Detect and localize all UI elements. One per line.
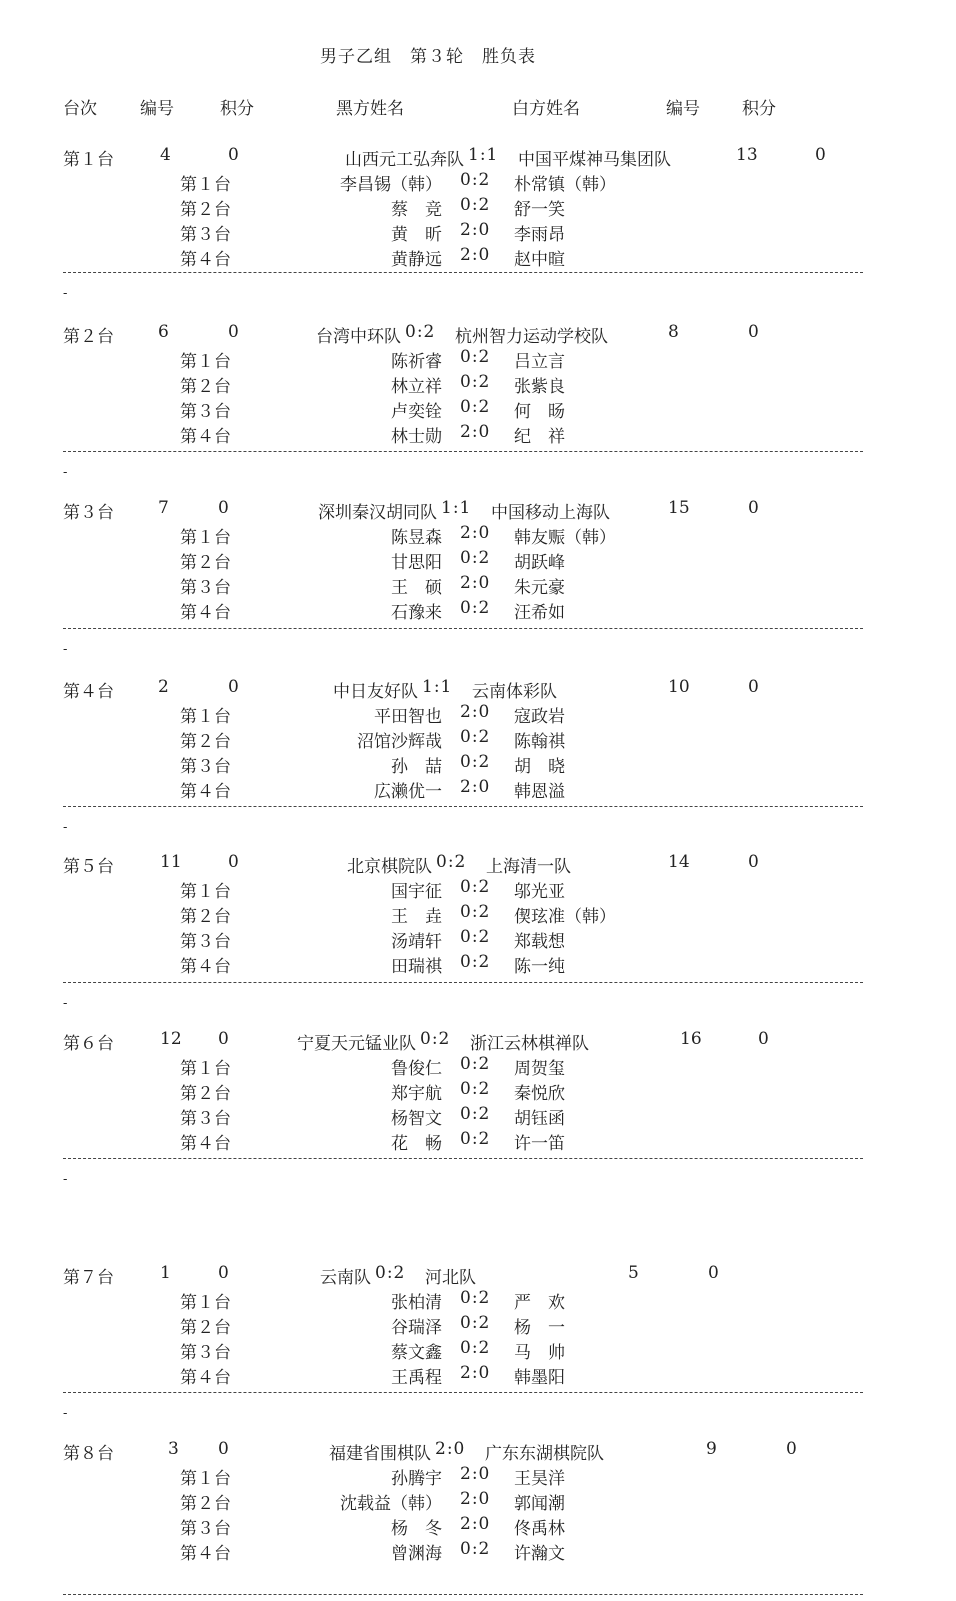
board-result-row xyxy=(0,1313,956,1337)
match-section xyxy=(0,1263,956,1393)
board-label: 第３台 xyxy=(180,402,231,422)
white-team-name: 中国平煤神马集团队 xyxy=(518,150,671,170)
black-player-name: 国宇征 xyxy=(391,882,442,902)
board-result-row xyxy=(0,1464,956,1488)
board-score: 2:0 xyxy=(460,1514,491,1534)
board-result-row xyxy=(0,777,956,801)
board-score: 0:2 xyxy=(460,877,491,897)
header-pts-white: 积分 xyxy=(742,99,776,119)
section-divider xyxy=(63,1158,863,1159)
black-player-name: 郑宇航 xyxy=(391,1084,442,1104)
board-result-row xyxy=(0,752,956,776)
white-team-points: 0 xyxy=(748,498,759,518)
black-team-name: 山西元工弘奔队 xyxy=(345,150,464,170)
black-team-name: 北京棋院队 xyxy=(347,857,432,877)
black-team-points: 0 xyxy=(228,852,239,872)
white-team-number: 8 xyxy=(668,322,679,342)
board-label: 第２台 xyxy=(180,1084,231,1104)
board-result-row xyxy=(0,1489,956,1513)
board-label: 第４台 xyxy=(180,250,231,270)
team-score: 0:2 xyxy=(405,322,436,342)
board-score: 0:2 xyxy=(460,727,491,747)
board-label: 第１台 xyxy=(180,352,231,372)
board-label: 第１台 xyxy=(180,1469,231,1489)
black-player-name: 広濑优一 xyxy=(374,782,442,802)
white-team-name: 河北队 xyxy=(425,1268,476,1288)
black-player-name: 平田智也 xyxy=(374,707,442,727)
white-team-number: 15 xyxy=(668,498,690,518)
board-result-row xyxy=(0,1338,956,1362)
divider-tail: - xyxy=(63,465,68,480)
black-player-name: 王 硕 xyxy=(391,578,442,598)
black-player-name: 沼馆沙辉哉 xyxy=(357,732,442,752)
team-match-row xyxy=(0,852,956,876)
board-score: 0:2 xyxy=(460,1079,491,1099)
team-score: 1:1 xyxy=(468,145,499,165)
board-label: 第３台 xyxy=(180,757,231,777)
white-team-points: 0 xyxy=(708,1263,719,1283)
board-result-row xyxy=(0,1288,956,1312)
white-team-points: 0 xyxy=(748,677,759,697)
black-player-name: 杨 冬 xyxy=(391,1519,442,1539)
black-player-name: 甘思阳 xyxy=(391,553,442,573)
black-player-name: 张柏清 xyxy=(391,1293,442,1313)
board-label: 第４台 xyxy=(180,1368,231,1388)
white-team-points: 0 xyxy=(815,145,826,165)
white-player-name: 赵中暄 xyxy=(514,250,565,270)
white-team-name: 上海清一队 xyxy=(486,857,571,877)
white-player-name: 许一笛 xyxy=(514,1134,565,1154)
board-result-row xyxy=(0,170,956,194)
board-label: 第４台 xyxy=(180,603,231,623)
white-player-name: 何 旸 xyxy=(514,402,565,422)
page-title: 男子乙组 第３轮 胜负表 xyxy=(320,47,536,67)
team-match-row xyxy=(0,498,956,522)
match-section xyxy=(0,322,956,452)
white-player-name: 邬光亚 xyxy=(514,882,565,902)
black-team-number: 12 xyxy=(160,1029,182,1049)
board-result-row xyxy=(0,952,956,976)
black-team-points: 0 xyxy=(228,145,239,165)
white-player-name: 汪希如 xyxy=(514,603,565,623)
team-match-row xyxy=(0,677,956,701)
team-score: 0:2 xyxy=(375,1263,406,1283)
board-result-row xyxy=(0,1539,956,1563)
black-player-name: 王 垚 xyxy=(391,907,442,927)
board-result-row xyxy=(0,927,956,951)
white-player-name: 秦悦欣 xyxy=(514,1084,565,1104)
board-label: 第３台 xyxy=(180,932,231,952)
table-label: 第６台 xyxy=(63,1034,114,1054)
board-score: 0:2 xyxy=(460,397,491,417)
black-player-name: 石豫来 xyxy=(391,603,442,623)
white-team-points: 0 xyxy=(758,1029,769,1049)
white-team-number: 5 xyxy=(628,1263,639,1283)
white-player-name: 朴常镇（韩） xyxy=(514,175,616,195)
black-team-number: 1 xyxy=(160,1263,171,1283)
board-score: 0:2 xyxy=(460,548,491,568)
black-player-name: 蔡 竞 xyxy=(391,200,442,220)
board-score: 0:2 xyxy=(460,1129,491,1149)
table-label: 第１台 xyxy=(63,150,114,170)
board-label: 第３台 xyxy=(180,578,231,598)
team-score: 1:1 xyxy=(441,498,472,518)
white-player-name: 胡跃峰 xyxy=(514,553,565,573)
header-white-name: 白方姓名 xyxy=(512,99,580,119)
board-result-row xyxy=(0,523,956,547)
black-player-name: 孙 喆 xyxy=(391,757,442,777)
white-player-name: 张紫良 xyxy=(514,377,565,397)
black-team-name: 台湾中环队 xyxy=(316,327,401,347)
board-label: 第２台 xyxy=(180,907,231,927)
white-team-points: 0 xyxy=(748,852,759,872)
divider-tail: - xyxy=(63,642,68,657)
table-label: 第８台 xyxy=(63,1444,114,1464)
board-result-row xyxy=(0,1104,956,1128)
board-score: 0:2 xyxy=(460,1338,491,1358)
header-num-black: 编号 xyxy=(140,99,174,119)
black-team-points: 0 xyxy=(218,1029,229,1049)
black-team-number: 7 xyxy=(158,498,169,518)
board-label: 第４台 xyxy=(180,1134,231,1154)
match-section xyxy=(0,1439,956,1569)
board-result-row xyxy=(0,1514,956,1538)
black-player-name: 林士勋 xyxy=(391,427,442,447)
board-result-row xyxy=(0,902,956,926)
team-score: 1:1 xyxy=(422,677,453,697)
table-label: 第３台 xyxy=(63,503,114,523)
table-label: 第５台 xyxy=(63,857,114,877)
board-label: 第２台 xyxy=(180,732,231,752)
white-player-name: 陈翰祺 xyxy=(514,732,565,752)
black-team-name: 福建省围棋队 xyxy=(329,1444,431,1464)
board-label: 第１台 xyxy=(180,528,231,548)
black-team-points: 0 xyxy=(218,498,229,518)
black-player-name: 陈昱森 xyxy=(391,528,442,548)
board-result-row xyxy=(0,422,956,446)
black-player-name: 黄 昕 xyxy=(391,225,442,245)
white-player-name: 杨 一 xyxy=(514,1318,565,1338)
section-divider xyxy=(63,806,863,807)
white-team-number: 9 xyxy=(706,1439,717,1459)
board-score: 0:2 xyxy=(460,927,491,947)
board-score: 0:2 xyxy=(460,372,491,392)
board-result-row xyxy=(0,1129,956,1153)
board-result-row xyxy=(0,573,956,597)
board-result-row xyxy=(0,347,956,371)
board-score: 0:2 xyxy=(460,1288,491,1308)
board-label: 第３台 xyxy=(180,1343,231,1363)
white-player-name: 舒一笑 xyxy=(514,200,565,220)
board-score: 2:0 xyxy=(460,1489,491,1509)
black-team-number: 2 xyxy=(158,677,169,697)
white-team-number: 13 xyxy=(736,145,758,165)
board-score: 2:0 xyxy=(460,573,491,593)
header-table: 台次 xyxy=(63,99,97,119)
board-result-row xyxy=(0,245,956,269)
board-result-row xyxy=(0,220,956,244)
board-label: 第１台 xyxy=(180,707,231,727)
board-result-row xyxy=(0,548,956,572)
match-section xyxy=(0,677,956,807)
black-player-name: 蔡文鑫 xyxy=(391,1343,442,1363)
black-player-name: 曾渊海 xyxy=(391,1544,442,1564)
black-team-points: 0 xyxy=(228,322,239,342)
white-team-points: 0 xyxy=(748,322,759,342)
white-player-name: 胡钰函 xyxy=(514,1109,565,1129)
black-player-name: 王禹程 xyxy=(391,1368,442,1388)
white-player-name: 韩墨阳 xyxy=(514,1368,565,1388)
board-result-row xyxy=(0,877,956,901)
black-team-number: 11 xyxy=(160,852,182,872)
black-team-number: 6 xyxy=(158,322,169,342)
board-label: 第１台 xyxy=(180,175,231,195)
white-player-name: 纪 祥 xyxy=(514,427,565,447)
white-player-name: 郭闻潮 xyxy=(514,1494,565,1514)
match-section xyxy=(0,498,956,628)
board-score: 0:2 xyxy=(460,902,491,922)
black-team-points: 0 xyxy=(228,677,239,697)
black-player-name: 林立祥 xyxy=(391,377,442,397)
board-result-row xyxy=(0,598,956,622)
board-score: 0:2 xyxy=(460,1054,491,1074)
divider-tail: - xyxy=(63,996,68,1011)
white-team-number: 14 xyxy=(668,852,690,872)
team-match-row xyxy=(0,1263,956,1287)
white-team-name: 浙江云林棋禅队 xyxy=(470,1034,589,1054)
team-match-row xyxy=(0,322,956,346)
board-label: 第３台 xyxy=(180,1109,231,1129)
board-score: 2:0 xyxy=(460,245,491,265)
team-score: 0:2 xyxy=(420,1029,451,1049)
black-team-name: 宁夏天元锰业队 xyxy=(297,1034,416,1054)
header-pts-black: 积分 xyxy=(220,99,254,119)
white-player-name: 许瀚文 xyxy=(514,1544,565,1564)
white-player-name: 郑载想 xyxy=(514,932,565,952)
board-label: 第４台 xyxy=(180,1544,231,1564)
black-player-name: 卢奕铨 xyxy=(391,402,442,422)
black-player-name: 黄静远 xyxy=(391,250,442,270)
white-player-name: 李雨昂 xyxy=(514,225,565,245)
board-score: 2:0 xyxy=(460,702,491,722)
board-result-row xyxy=(0,727,956,751)
section-divider xyxy=(63,272,863,273)
white-player-name: 周贺玺 xyxy=(514,1059,565,1079)
board-label: 第１台 xyxy=(180,1293,231,1313)
black-player-name: 谷瑞泽 xyxy=(391,1318,442,1338)
divider-tail: - xyxy=(63,1406,68,1421)
table-label: 第２台 xyxy=(63,327,114,347)
black-team-name: 云南队 xyxy=(320,1268,371,1288)
black-player-name: 陈祈睿 xyxy=(391,352,442,372)
black-team-number: 4 xyxy=(160,145,171,165)
white-player-name: 胡 晓 xyxy=(514,757,565,777)
white-player-name: 朱元豪 xyxy=(514,578,565,598)
board-score: 0:2 xyxy=(460,952,491,972)
board-score: 0:2 xyxy=(460,1313,491,1333)
white-player-name: 佟禹林 xyxy=(514,1519,565,1539)
board-label: 第２台 xyxy=(180,553,231,573)
board-result-row xyxy=(0,397,956,421)
board-score: 2:0 xyxy=(460,1363,491,1383)
section-divider xyxy=(63,982,863,983)
board-label: 第１台 xyxy=(180,1059,231,1079)
board-score: 0:2 xyxy=(460,195,491,215)
divider-tail: - xyxy=(63,1172,68,1187)
white-player-name: 韩友赈（韩） xyxy=(514,528,616,548)
board-label: 第３台 xyxy=(180,1519,231,1539)
white-player-name: 陈一纯 xyxy=(514,957,565,977)
white-player-name: 韩恩溢 xyxy=(514,782,565,802)
black-player-name: 杨智文 xyxy=(391,1109,442,1129)
black-player-name: 汤靖轩 xyxy=(391,932,442,952)
board-score: 2:0 xyxy=(460,220,491,240)
table-label: 第７台 xyxy=(63,1268,114,1288)
black-player-name: 李昌锡（韩） xyxy=(340,175,442,195)
board-label: 第１台 xyxy=(180,882,231,902)
board-score: 0:2 xyxy=(460,347,491,367)
board-score: 0:2 xyxy=(460,1104,491,1124)
white-player-name: 偰玹准（韩） xyxy=(514,907,616,927)
black-player-name: 孙腾宇 xyxy=(391,1469,442,1489)
board-result-row xyxy=(0,1363,956,1387)
white-player-name: 寇政岩 xyxy=(514,707,565,727)
board-score: 0:2 xyxy=(460,1539,491,1559)
match-section xyxy=(0,852,956,982)
board-score: 2:0 xyxy=(460,777,491,797)
board-score: 2:0 xyxy=(460,523,491,543)
white-team-number: 16 xyxy=(680,1029,702,1049)
board-score: 0:2 xyxy=(460,598,491,618)
board-score: 0:2 xyxy=(460,170,491,190)
header-black-name: 黑方姓名 xyxy=(336,99,404,119)
column-header-row xyxy=(0,94,956,118)
black-player-name: 花 畅 xyxy=(391,1134,442,1154)
white-player-name: 严 欢 xyxy=(514,1293,565,1313)
white-team-name: 杭州智力运动学校队 xyxy=(455,327,608,347)
match-section xyxy=(0,1029,956,1159)
table-label: 第４台 xyxy=(63,682,114,702)
divider-tail: - xyxy=(63,286,68,301)
white-team-name: 中国移动上海队 xyxy=(491,503,610,523)
section-divider xyxy=(63,628,863,629)
team-match-row xyxy=(0,1029,956,1053)
team-score: 0:2 xyxy=(436,852,467,872)
team-match-row xyxy=(0,1439,956,1463)
black-player-name: 鲁俊仁 xyxy=(391,1059,442,1079)
board-label: 第３台 xyxy=(180,225,231,245)
white-player-name: 王昊洋 xyxy=(514,1469,565,1489)
white-team-points: 0 xyxy=(786,1439,797,1459)
white-player-name: 吕立言 xyxy=(514,352,565,372)
board-label: 第２台 xyxy=(180,377,231,397)
board-label: 第４台 xyxy=(180,782,231,802)
board-result-row xyxy=(0,195,956,219)
board-label: 第２台 xyxy=(180,1318,231,1338)
board-label: 第４台 xyxy=(180,957,231,977)
board-label: 第２台 xyxy=(180,200,231,220)
team-score: 2:0 xyxy=(435,1439,466,1459)
black-player-name: 沈载益（韩） xyxy=(340,1494,442,1514)
section-divider xyxy=(63,451,863,452)
board-score: 2:0 xyxy=(460,422,491,442)
black-team-name: 深圳秦汉胡同队 xyxy=(318,503,437,523)
white-player-name: 马 帅 xyxy=(514,1343,565,1363)
board-label: 第４台 xyxy=(180,427,231,447)
board-result-row xyxy=(0,1054,956,1078)
divider-tail: - xyxy=(63,820,68,835)
white-team-name: 广东东湖棋院队 xyxy=(485,1444,604,1464)
section-divider xyxy=(63,1392,863,1393)
black-team-number: 3 xyxy=(168,1439,179,1459)
section-divider xyxy=(63,1594,863,1595)
board-result-row xyxy=(0,1079,956,1103)
team-match-row xyxy=(0,145,956,169)
black-team-points: 0 xyxy=(218,1439,229,1459)
black-team-name: 中日友好队 xyxy=(333,682,418,702)
board-label: 第２台 xyxy=(180,1494,231,1514)
black-team-points: 0 xyxy=(218,1263,229,1283)
black-player-name: 田瑞祺 xyxy=(391,957,442,977)
white-team-name: 云南体彩队 xyxy=(472,682,557,702)
board-result-row xyxy=(0,372,956,396)
header-num-white: 编号 xyxy=(666,99,700,119)
board-score: 0:2 xyxy=(460,752,491,772)
board-result-row xyxy=(0,702,956,726)
board-score: 2:0 xyxy=(460,1464,491,1484)
white-team-number: 10 xyxy=(668,677,690,697)
match-section xyxy=(0,145,956,275)
